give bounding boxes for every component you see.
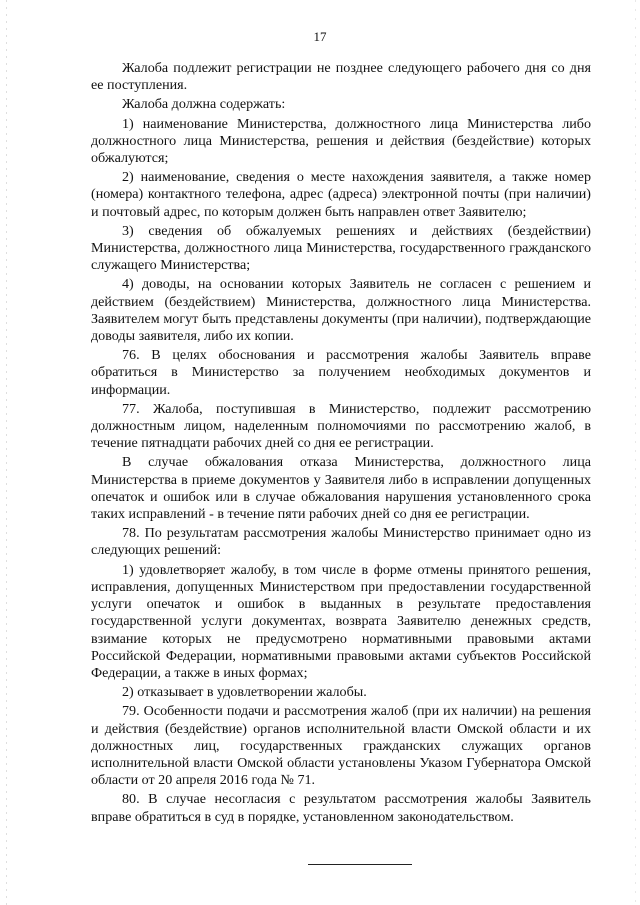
paragraph-item-2-contacts: 2) наименование, сведения о месте нахождения заявителя, а также номер (номера) контактного телефона, адрес (адреса) электронной почты (при наличии) и почтовый адрес, по которым должен быть направлен ответ Заявителю; xyxy=(91,169,591,220)
document-body xyxy=(91,60,591,826)
paragraph-80: 80. В случае несогласия с результатом рассмотрения жалобы Заявитель вправе обратиться в суд в порядке, установленном законодательством. xyxy=(91,791,591,825)
scan-edge-right xyxy=(635,0,636,905)
scan-edge-left xyxy=(6,0,7,905)
footer-rule xyxy=(308,864,412,865)
paragraph-76: 76. В целях обоснования и рассмотрения жалобы Заявитель вправе обратиться в Министерство за получением необходимых документов и информации. xyxy=(91,347,591,398)
paragraph-item-4-arguments: 4) доводы, на основании которых Заявитель не согласен с решением и действием (бездействием) Министерства, должностного лица Министерства. Заявителем могут быть представлены документы (при наличии), подтверждающие доводы заявителя, либо их копии. xyxy=(91,276,591,345)
paragraph-item-3-decisions: 3) сведения об обжалуемых решениях и действиях (бездействии) Министерства, должностного лица Министерства, государственного гражданского служащего Министерства; xyxy=(91,222,591,274)
paragraph-78-item-2: 2) отказывает в удовлетворении жалобы. xyxy=(122,684,367,701)
paragraph-item-1-name: 1) наименование Министерства, должностного лица Министерства либо должностного лица Министерства, решения и действия (бездействие) которых обжалуются; xyxy=(91,115,591,167)
paragraph-79: 79. Особенности подачи и рассмотрения жалоб (при их наличии) на решения и действия (бездействие) органов исполнительной власти Омской области и их должностных лиц, государственных гражданских служащих органов исполнительной власти Омской области установлены Указом Губернатора Омской области от 20 апреля 2016 года № 71. xyxy=(91,703,591,789)
paragraph-78: 78. По результатам рассмотрения жалобы Министерство принимает одно из следующих решений: xyxy=(91,525,591,559)
paragraph-77: 77. Жалоба, поступившая в Министерство, подлежит рассмотрению должностным лицом, наделенным полномочиями по рассмотрению жалоб, в течение пятнадцати рабочих дней со дня ее регистрации. xyxy=(91,400,591,452)
paragraph-registration: Жалоба подлежит регистрации не позднее следующего рабочего дня со дня ее поступления. xyxy=(91,60,591,94)
page-number: 17 xyxy=(313,29,327,44)
paragraph-complaint-contents: Жалоба должна содержать: xyxy=(122,96,286,113)
paragraph-78-item-1: 1) удовлетворяет жалобу, в том числе в форме отмены принятого решения, исправления, допущенных Министерством при предоставлении государственной услуги опечаток и ошибок в выданных в результате предоставления государственной услуги документах, возврата Заявителю денежных средств, взимание которых не предусмотрено нормативными правовыми актами Российской Федерации, нормативными правовыми актами субъектов Российской Федерации, а также в иных формах; xyxy=(91,561,591,681)
paragraph-77-refusal: В случае обжалования отказа Министерства, должностного лица Министерства в приеме документов у Заявителя либо в исправлении допущенных опечаток и ошибок или в случае обжалования нарушения установленного срока таких исправлений - в течение пяти рабочих дней со дня ее регистрации. xyxy=(91,454,591,523)
